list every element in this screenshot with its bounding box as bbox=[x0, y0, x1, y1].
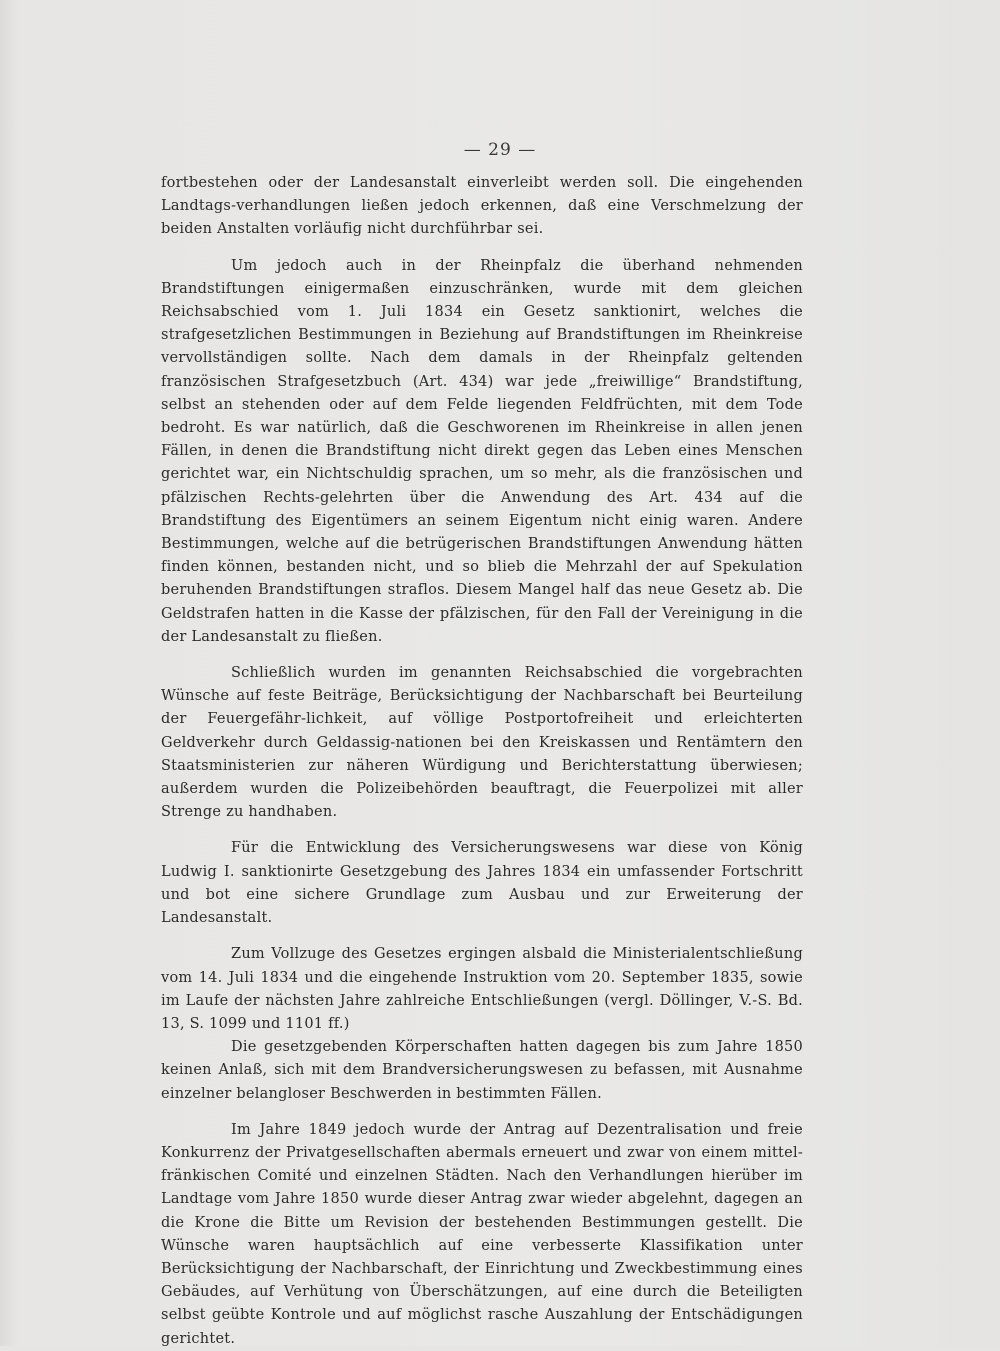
paragraph-vollzug: Zum Vollzuge des Gesetzes ergingen alsbald die Ministerialentschließung vom 14. Juli 1834 und die eingehende Instruktion vom 20. September 1835, sowie im Laufe der nächsten Jahre zahlreiche Entschließungen (vergl. Döllinger, V.-S. Bd. 13, S. 1099 und 1101 ff.) bbox=[161, 946, 803, 1032]
body-text bbox=[161, 172, 803, 1351]
paragraph-rheinpfalz: Um jedoch auch in der Rheinpfalz die überhand nehmenden Brandstiftungen einigermaßen einzuschränken, wurde mit dem gleichen Reichsabschied vom 1. Juli 1834 ein Gesetz sanktionirt, welches die strafgesetzlichen Bestimmungen in Beziehung auf Brandstiftungen im Rheinkreise vervollständigen sollte. Nach dem damals in der Rheinpfalz geltenden französischen Strafgesetzbuch (Art. 434) war jede „freiwillige“ Brandstiftung, selbst an stehenden oder auf dem Felde liegenden Feldfrüchten, mit dem Tode bedroht. Es war natürlich, daß die Geschworenen im Rheinkreise in allen jenen Fällen, in denen die Brandstiftung nicht direkt gegen das Leben eines Menschen gerichtet war, ein Nichtschuldig sprachen, um so mehr, als die französischen und pfälzischen Rechts-gelehrten über die Anwendung des Art. 434 auf die Brandstiftung des Eigentümers an seinem Eigentum nicht einig waren. Andere Bestimmungen, welche auf die betrügerischen Brandstiftungen Anwendung hätten finden können, bestanden nicht, und so blieb die Mehrzahl der auf Spekulation beruhenden Brandstiftungen straflos. Diesem Mangel half das neue Gesetz ab. Die Geldstrafen hatten in die Kasse der pfälzischen, für den Fall der Vereinigung in die der Landesanstalt zu fließen. bbox=[161, 257, 803, 645]
paragraph-continued: fortbestehen oder der Landesanstalt einverleibt werden soll. Die eingehenden Landtags-verhandlungen ließen jedoch erkennen, daß eine Verschmelzung der beiden Anstalten vorläufig nicht durchführbar sei. bbox=[161, 175, 803, 238]
paragraph-1849: Im Jahre 1849 jedoch wurde der Antrag auf Dezentralisation und freie Konkurrenz der Privatgesellschaften abermals erneuert und zwar von einem mittel-fränkischen Comité und einzelnen Städten. Nach den Verhandlungen hierüber im Landtage vom Jahre 1850 wurde dieser Antrag zwar wieder abgelehnt, dagegen an die Krone die Bitte um Revision der bestehenden Bestimmungen gestellt. Die Wünsche waren hauptsächlich auf eine verbesserte Klassifikation unter Berücksichtigung der Nachbarschaft, der Einrichtung und Zweckbestimmung eines Gebäudes, auf Verhütung von Überschätzungen, auf eine durch die Beteiligten selbst geübte Kontrole und auf möglichst rasche Auszahlung der Entschädigungen gerichtet. bbox=[161, 1121, 803, 1347]
paragraph-koerperschaften: Die gesetzgebenden Körperschaften hatten dagegen bis zum Jahre 1850 keinen Anlaß, sich mit dem Brandversicherungswesen zu befassen, mit Ausnahme einzelner belangloser Beschwerden in bestimmten Fällen. bbox=[161, 1039, 803, 1102]
paragraph-entwicklung: Für die Entwicklung des Versicherungswesens war diese von König Ludwig I. sanktionirte Gesetzgebung des Jahres 1834 ein umfassender Fortschritt und bot eine sichere Grundlage zum Ausbau und zur Erweiterung der Landesanstalt. bbox=[161, 840, 803, 927]
page-number: — 29 — bbox=[463, 140, 537, 160]
paragraph-reichsabschied: Schließlich wurden im genannten Reichsabschied die vorgebrachten Wünsche auf feste Beiträge, Berücksichtigung der Nachbarschaft bei Beurteilung der Feuergefähr-lichkeit, auf völlige Postportofreiheit und erleichterten Geldverkehr durch Geldassig-nationen bei den Kreiskassen und Rentämtern den Staatsministerien zur näheren Würdigung und Berichterstattung überwiesen; außerdem wurden die Polizeibehörden beauftragt, die Feuerpolizei mit aller Strenge zu handhaben. bbox=[161, 665, 803, 821]
